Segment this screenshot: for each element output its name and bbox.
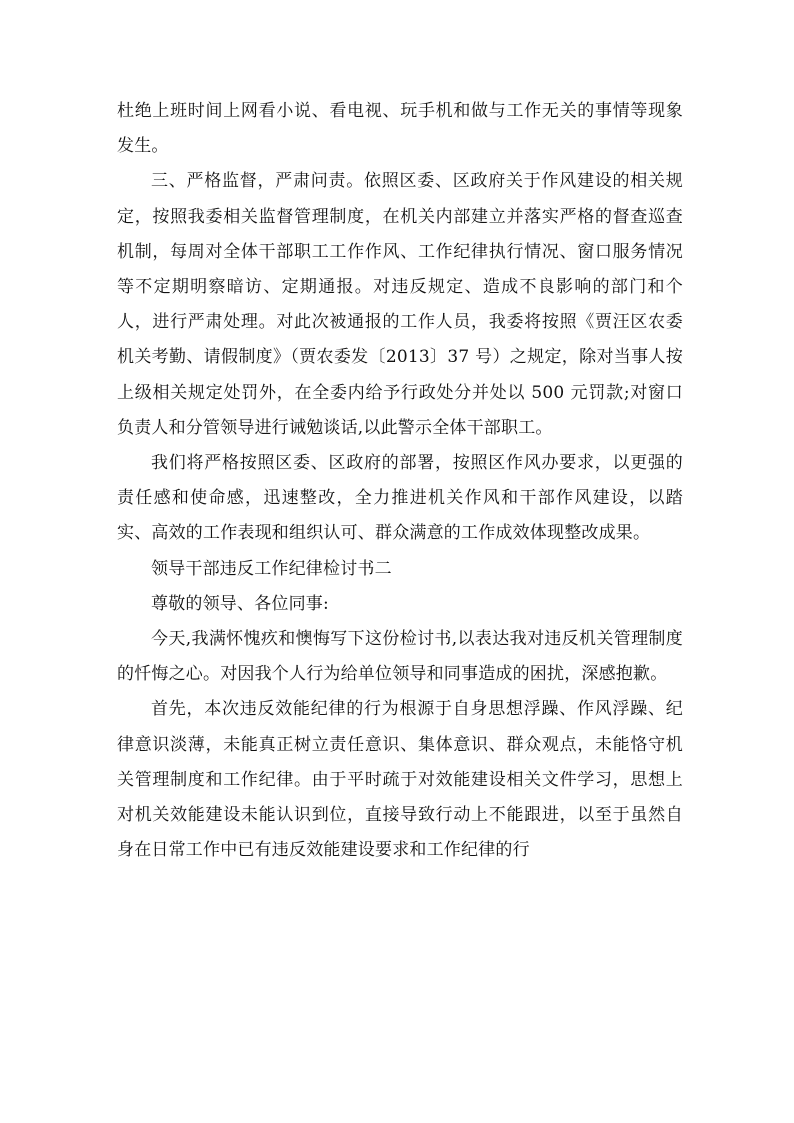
paragraph-commitment: 我们将严格按照区委、区政府的部署，按照区作风办要求，以更强的责任感和使命感，迅速整改，全力推进机关作风和干部作风建设，以踏实、高效的工作表现和组织认可、群众满意的工作成效体现整改成果。 [117, 453, 683, 544]
salutation: 尊敬的领导、各位同事: [151, 593, 329, 614]
paragraph-apology: 今天,我满怀愧疚和懊悔写下这份检讨书,以表达我对违反机关管理制度的忏悔之心。对因我个人行为给单位领导和同事造成的困扰，深感抱歉。 [117, 629, 683, 685]
paragraph-continuation: 杜绝上班时间上网看小说、看电视、玩手机和做与工作无关的事情等现象发生。 [117, 101, 683, 157]
document-body [117, 94, 683, 868]
paragraph-reasons: 首先，本次违反效能纪律的行为根源于自身思想浮躁、作风浮躁、纪律意识淡薄，未能真正树立责任意识、集体意识、群众观点，未能恪守机关管理制度和工作纪律。由于平时疏于对效能建设相关文件学习，思想上对机关效能建设未能认识到位，直接导致行动上不能跟进，以至于虽然自身在日常工作中已有违反效能建设要求和工作纪律的行 [117, 699, 683, 861]
section-title: 领导干部违反工作纪律检讨书二 [151, 558, 392, 579]
paragraph-strict-supervision: 三、严格监督，严肃问责。依照区委、区政府关于作风建设的相关规定，按照我委相关监督管理制度，在机关内部建立并落实严格的督查巡查机制，每周对全体干部职工工作作风、工作纪律执行情况、窗口服务情况等不定期明察暗访、定期通报。对违反规定、造成不良影响的部门和个人，进行严肃处理。对此次被通报的工作人员，我委将按照《贾汪区农委机关考勤、请假制度》（贾农委发〔2013〕37 号）之规定，除对当事人按上级相关规定处罚外，在全委内给予行政处分并处以 500 元罚款;对窗口负责人和分管领导进行诫勉谈话,以此警示全体干部职工。 [117, 171, 683, 438]
